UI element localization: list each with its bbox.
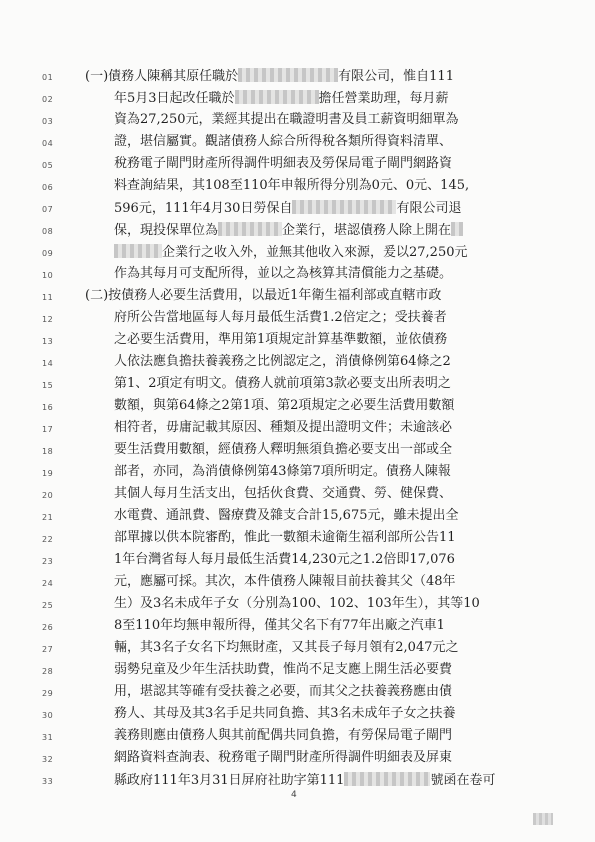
line-number: 32 <box>42 755 54 764</box>
redaction-block <box>344 772 430 786</box>
text-line <box>0 704 595 726</box>
redaction-block <box>238 68 338 82</box>
text-segment: 企業行之收入外，並無其他收入來源，爰以27,250元 <box>162 245 468 260</box>
text-segment: 有限公司退 <box>396 201 462 216</box>
line-text <box>85 288 441 304</box>
text-segment: (一)債務人陳稱其原任職於 <box>85 69 239 84</box>
text-line <box>0 462 595 484</box>
text-line <box>0 198 595 220</box>
text-line <box>0 110 595 132</box>
line-number: 05 <box>42 161 54 170</box>
line-text <box>114 222 463 239</box>
text-line <box>0 572 595 594</box>
line-number: 02 <box>42 95 54 104</box>
text-line <box>0 682 595 704</box>
text-segment: 部單據以供本院審酌，惟此一數額未逾衛生福利部所公告11 <box>114 530 456 545</box>
line-text <box>114 750 452 766</box>
line-number: 10 <box>42 271 54 280</box>
text-segment: 人依法應負擔扶養義務之比例認定之，消債條例第64條之2 <box>114 354 451 369</box>
text-segment: 部者，亦同，為消債條例第43條第7項所明定。債務人陳報 <box>114 464 451 479</box>
line-number: 25 <box>42 601 54 610</box>
line-number: 24 <box>42 579 54 588</box>
text-line <box>0 638 595 660</box>
text-segment: 生）及3名未成年子女（分別為100、102、103年生），其等10 <box>114 596 480 611</box>
redaction-block <box>451 222 463 236</box>
line-text <box>114 200 461 217</box>
line-text <box>114 420 452 436</box>
text-segment: 義務則應由債務人與其前配偶共同負擔，有勞保局電子閘門 <box>114 728 453 743</box>
line-text <box>114 134 452 150</box>
text-segment: 年5月3日起改任職於 <box>114 91 235 106</box>
text-line <box>0 308 595 330</box>
line-text <box>114 574 456 590</box>
line-number: 17 <box>42 425 54 434</box>
line-text <box>114 530 456 546</box>
line-text <box>114 552 455 568</box>
redaction-block <box>235 90 319 104</box>
line-text <box>114 354 451 370</box>
text-segment: 要生活費用數額，經債務人釋明無須負擔必要支出一部或全 <box>114 442 453 457</box>
text-line <box>0 132 595 154</box>
text-line <box>0 660 595 682</box>
text-segment: 作為其每月可支配所得，並以之為核算其清償能力之基礎。 <box>114 266 453 281</box>
line-number: 13 <box>42 337 54 346</box>
text-line <box>0 352 595 374</box>
text-segment: 資為27,250元，業經其提出在職證明書及員工薪資明細單為 <box>114 112 459 127</box>
text-segment: 水電費、通訊費、醫療費及雜支合計15,675元，雖未提出全 <box>114 508 459 523</box>
line-text <box>114 376 451 392</box>
text-segment: 元，應屬可採。其次，本件債務人陳報目前扶養其父（48年 <box>114 574 456 589</box>
line-number: 23 <box>42 557 54 566</box>
text-segment: 號函在卷可 <box>430 773 496 788</box>
text-line <box>0 594 595 616</box>
text-segment: 料查詢結果，其108至110年申報所得分別為0元、0元、145, <box>114 178 470 193</box>
text-line <box>0 770 595 792</box>
text-line <box>0 528 595 550</box>
text-segment: 有限公司，惟自111 <box>338 69 454 84</box>
text-line <box>0 418 595 440</box>
line-number: 29 <box>42 689 54 698</box>
line-text <box>114 266 452 282</box>
text-segment: 府所公告當地區每人每月最低生活費1.2倍定之；受扶養者 <box>114 310 447 325</box>
text-segment: 8至110年均無申報所得，僅其父名下有77年出廠之汽車1 <box>114 618 445 633</box>
line-text <box>114 178 469 194</box>
line-text <box>114 156 452 172</box>
line-text <box>114 398 454 414</box>
redaction-block <box>218 222 282 236</box>
line-number: 21 <box>42 513 54 522</box>
text-line <box>0 374 595 396</box>
text-segment: 保，現投保單位為 <box>114 223 219 238</box>
line-number: 26 <box>42 623 54 632</box>
text-segment: 596元，111年4月30日勞保自 <box>114 201 293 216</box>
line-number: 08 <box>42 227 54 236</box>
text-segment: 稅務電子閘門財產所得調件明細表及勞保局電子閘門網路資 <box>114 156 453 171</box>
line-number: 04 <box>42 139 54 148</box>
line-text <box>114 332 447 348</box>
text-segment: 輛，其3名子女名下均無財產，又其長子每月領有2,047元之 <box>114 640 459 655</box>
line-number: 07 <box>42 205 54 214</box>
line-text <box>114 244 468 261</box>
line-number: 14 <box>42 359 54 368</box>
text-line <box>0 330 595 352</box>
line-text <box>85 68 454 85</box>
text-line <box>0 176 595 198</box>
text-segment: 用，堪認其等確有受扶養之必要，而其父之扶養義務應由債 <box>114 684 453 699</box>
line-number: 15 <box>42 381 54 390</box>
line-number: 16 <box>42 403 54 412</box>
line-text <box>114 90 449 107</box>
text-line <box>0 88 595 110</box>
text-segment: 企業行，堪認債務人除上開在 <box>282 223 452 238</box>
text-segment: 縣政府111年3月31日屏府社助字第111 <box>114 773 345 788</box>
line-number: 18 <box>42 447 54 456</box>
line-text <box>114 618 445 634</box>
line-number: 28 <box>42 667 54 676</box>
page-number: 4 <box>291 790 297 800</box>
text-segment: 證，堪信屬實。觀諸債務人綜合所得稅各類所得資料清單、 <box>114 134 453 149</box>
text-line <box>0 484 595 506</box>
text-segment: 1年台灣省每人每月最低生活費14,230元之1.2倍即17,076 <box>114 552 455 567</box>
line-text <box>114 508 459 524</box>
text-line <box>0 748 595 770</box>
text-segment: 數額，與第64條之2第1項、第2項規定之必要生活費用數額 <box>114 398 455 413</box>
text-line <box>0 396 595 418</box>
line-number: 22 <box>42 535 54 544</box>
text-line <box>0 154 595 176</box>
line-text <box>114 640 459 656</box>
line-text <box>114 728 452 744</box>
line-number: 11 <box>42 293 54 302</box>
text-line <box>0 550 595 572</box>
text-segment: 相符者，毋庸記載其原因、種類及提出證明文件；未逾該必 <box>114 420 453 435</box>
line-number: 01 <box>42 73 54 82</box>
text-line <box>0 220 595 242</box>
text-segment: 其個人每月生活支出，包括伙食費、交通費、勞、健保費、 <box>114 486 453 501</box>
line-number: 30 <box>42 711 54 720</box>
text-line <box>0 264 595 286</box>
text-line <box>0 726 595 748</box>
line-text <box>114 772 495 789</box>
line-number: 19 <box>42 469 54 478</box>
redacted-mark <box>533 813 553 825</box>
text-segment: 務人、其母及其3名手足共同負擔、其3名未成年子女之扶養 <box>114 706 456 721</box>
text-segment: 網路資料查詢表、稅務電子閘門財產所得調件明細表及屏東 <box>114 750 453 765</box>
text-segment: (二)按債務人必要生活費用，以最近1年衛生福利部或直轄市政 <box>85 288 442 303</box>
text-segment: 擔任營業助理，每月薪 <box>318 91 449 106</box>
text-segment: 之必要生活費用，準用第1項規定計算基準數額，並依債務 <box>114 332 448 347</box>
text-line <box>0 616 595 638</box>
line-text <box>114 662 452 678</box>
line-number: 06 <box>42 183 54 192</box>
text-line <box>0 242 595 264</box>
line-number: 31 <box>42 733 54 742</box>
line-text <box>114 706 456 722</box>
line-text <box>114 684 452 700</box>
line-text <box>114 112 459 128</box>
line-text <box>114 486 452 502</box>
text-line <box>0 440 595 462</box>
text-segment: 弱勢兒童及少年生活扶助費，惟尚不足支應上開生活必要費 <box>114 662 453 677</box>
redaction-block <box>114 244 162 258</box>
line-number: 12 <box>42 315 54 324</box>
text-line <box>0 66 595 88</box>
line-number: 03 <box>42 117 54 126</box>
line-text <box>114 442 452 458</box>
line-number: 27 <box>42 645 54 654</box>
line-text <box>114 310 447 326</box>
line-number: 33 <box>42 777 54 786</box>
redaction-block <box>292 200 396 214</box>
text-segment: 第1、2項定有明文。債務人就前項第3款必要支出所表明之 <box>114 376 451 391</box>
line-number: 09 <box>42 249 54 258</box>
line-text <box>114 596 480 612</box>
text-line <box>0 506 595 528</box>
line-number: 20 <box>42 491 54 500</box>
line-text <box>114 464 451 480</box>
text-line <box>0 286 595 308</box>
